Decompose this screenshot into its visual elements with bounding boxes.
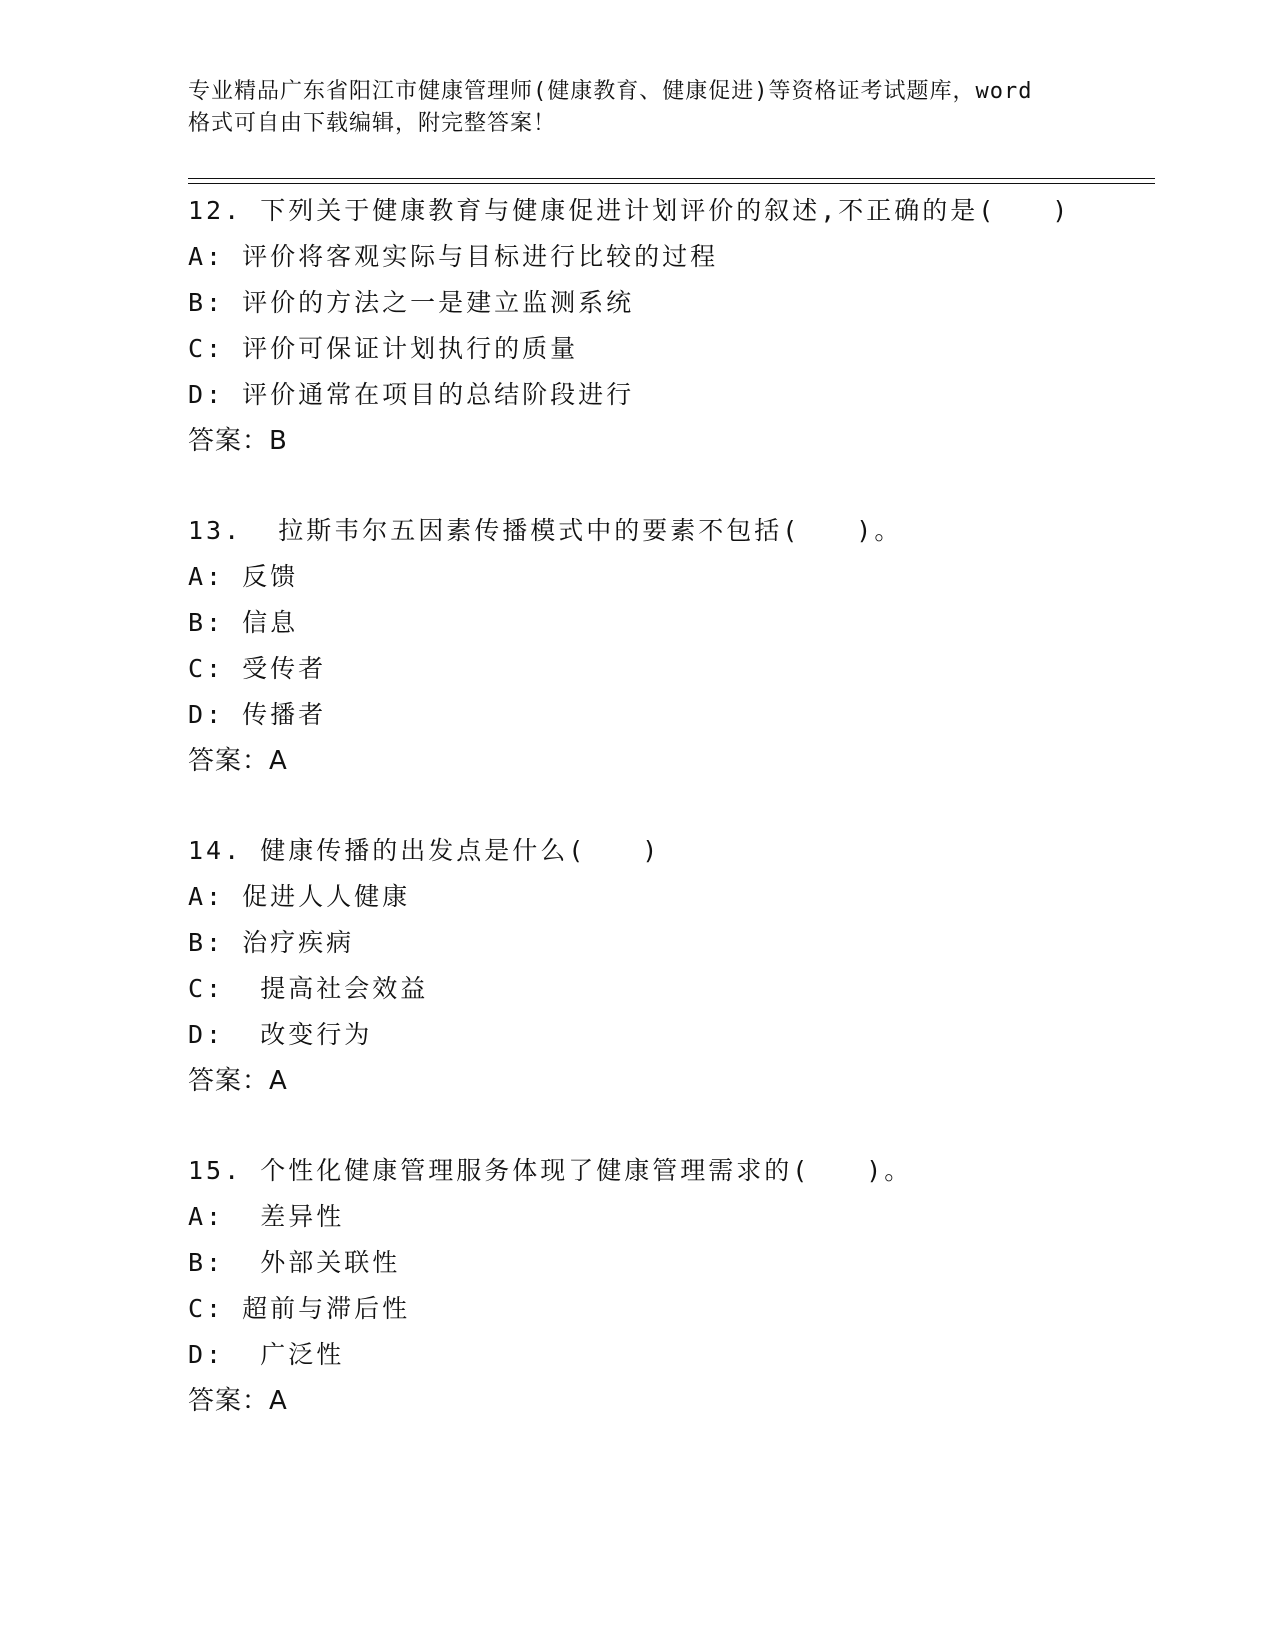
answer: 答案：A [188,1066,288,1096]
option-a: A: 评价将客观实际与目标进行比较的过程 [188,242,719,271]
option-d: D: 评价通常在项目的总结阶段进行 [188,380,635,409]
option-c: C: 受传者 [188,654,327,683]
header-divider-bottom [188,183,1155,184]
option-a: A: 反馈 [188,562,299,591]
option-c: C: 评价可保证计划执行的质量 [188,334,579,363]
question-stem: 12. 下列关于健康教育与健康促进计划评价的叙述,不正确的是( ) [188,196,1071,225]
option-b: B: 信息 [188,608,299,637]
option-b: B: 评价的方法之一是建立监测系统 [188,288,635,317]
question-stem: 13. 拉斯韦尔五因素传播模式中的要素不包括( )。 [188,516,903,545]
option-c: C: 超前与滞后性 [188,1294,411,1323]
option-b: B: 外部关联性 [188,1248,401,1277]
question-12 [188,188,1128,464]
option-a: A: 差异性 [188,1202,345,1231]
question-stem: 15. 个性化健康管理服务体现了健康管理需求的( )。 [188,1156,913,1185]
header-divider-top [188,178,1155,179]
question-14 [188,828,1128,1104]
option-a: A: 促进人人健康 [188,882,411,911]
option-c: C: 提高社会效益 [188,974,429,1003]
header-line-1: 专业精品广东省阳江市健康管理师(健康教育、健康促进)等资格证考试题库，word [188,79,1033,104]
question-stem: 14. 健康传播的出发点是什么( ) [188,836,661,865]
question-15 [188,1148,1128,1424]
header-line-2: 格式可自由下载编辑，附完整答案！ [188,111,557,136]
document-header [188,76,1088,140]
option-d: D: 传播者 [188,700,327,729]
answer: 答案：B [188,426,288,456]
answer: 答案：A [188,746,288,776]
option-d: D: 改变行为 [188,1020,373,1049]
answer: 答案：A [188,1386,288,1416]
question-13 [188,508,1128,784]
option-b: B: 治疗疾病 [188,928,355,957]
option-d: D: 广泛性 [188,1340,345,1369]
